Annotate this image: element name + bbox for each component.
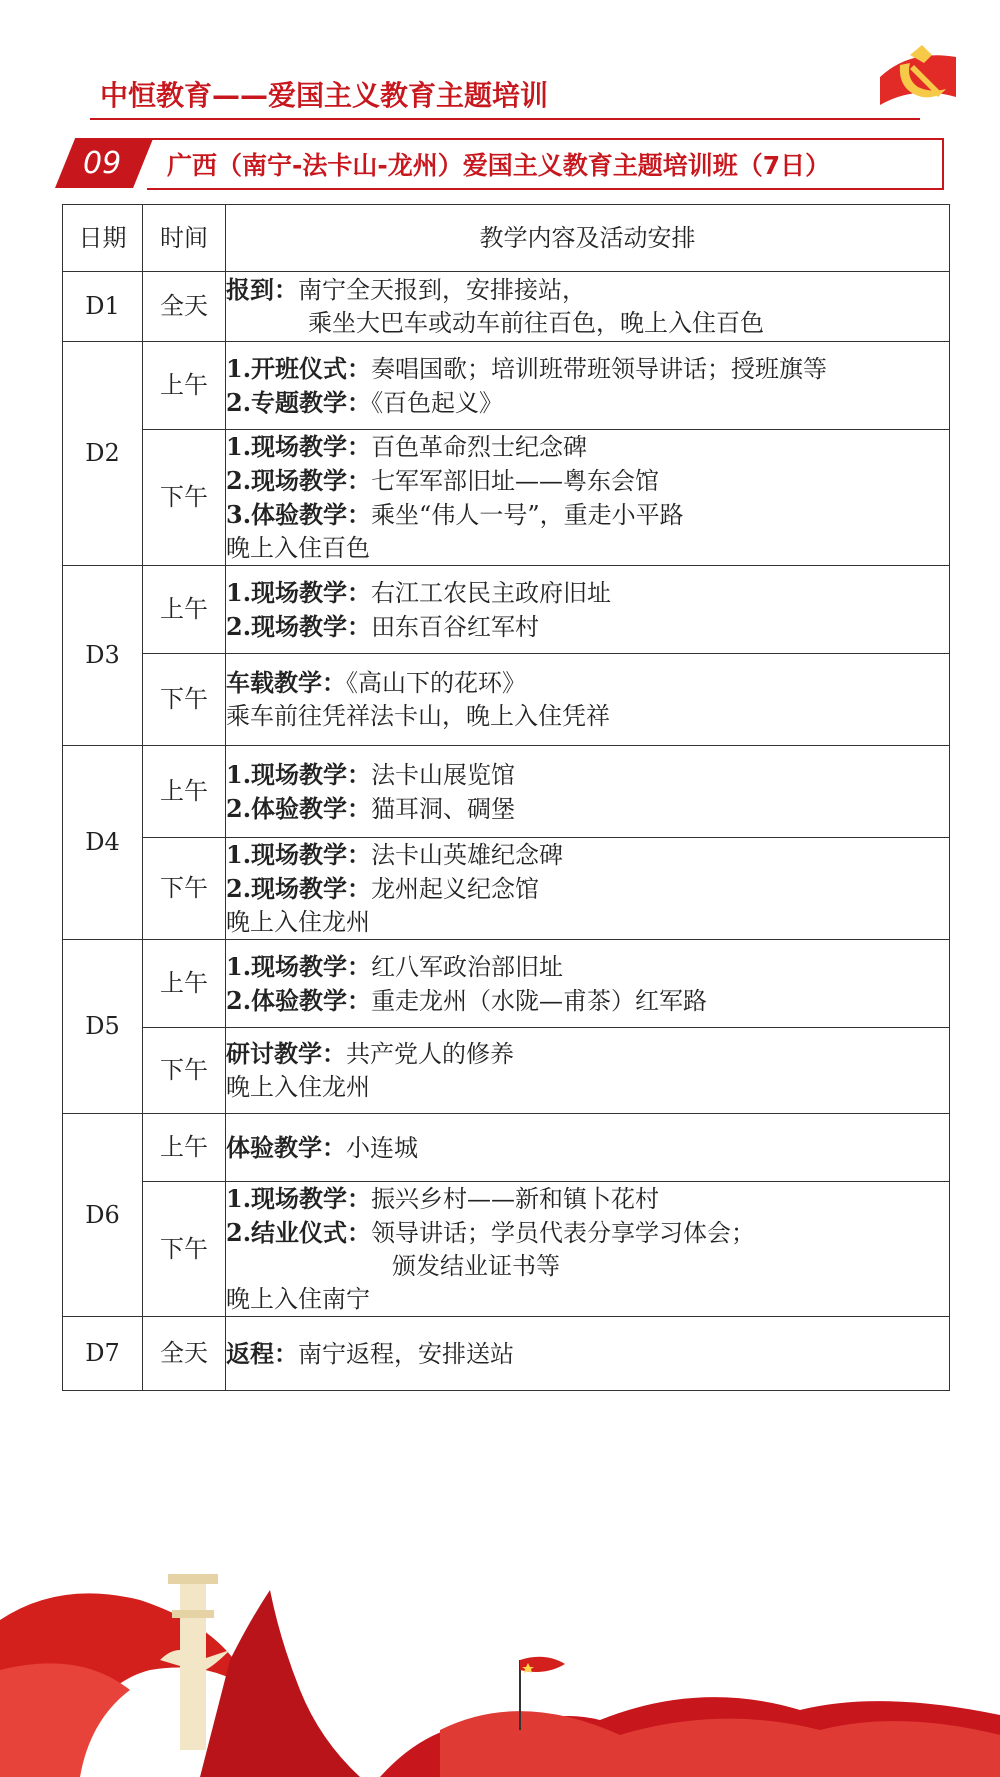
activity-text: 乘坐“伟人一号”，重走小平路 — [371, 501, 684, 529]
content-line — [226, 464, 949, 498]
activity-text: 法卡山展览馆 — [371, 760, 516, 789]
table-row — [63, 272, 950, 342]
activity-text: 颁发结业证书等 — [392, 1252, 560, 1280]
activity-label: 2.结业仪式： — [226, 1218, 372, 1247]
party-emblem-icon — [870, 35, 956, 115]
activity-label: 返程： — [226, 1338, 298, 1368]
content-line — [226, 666, 949, 700]
activity-text: 红八军政治部旧址 — [371, 952, 564, 981]
table-row — [63, 566, 950, 654]
activity-text: 田东百谷红军村 — [371, 612, 540, 641]
day-cell: D2 — [63, 342, 143, 566]
activity-label: 1.现场教学： — [226, 1184, 372, 1213]
content-line — [226, 307, 949, 340]
content-line — [226, 1337, 949, 1371]
activity-label: 3.体验教学： — [226, 500, 372, 529]
section-number: 09 — [83, 146, 122, 181]
content-cell — [226, 1028, 950, 1114]
content-line — [226, 1131, 949, 1165]
activity-text: 重走龙州（水陇—甫茶）红军路 — [371, 986, 708, 1015]
day-cell: D4 — [63, 746, 143, 940]
activity-text: 七军军部旧址——粤东会馆 — [371, 467, 660, 495]
activity-text: 领导讲话；学员代表分享学习体会； — [371, 1219, 756, 1247]
activity-label: 2.体验教学： — [226, 985, 372, 1015]
schedule-body — [63, 272, 950, 1391]
time-cell: 上午 — [143, 566, 226, 654]
header-time: 时间 — [143, 205, 226, 272]
table-row — [63, 654, 950, 746]
content-line — [226, 1283, 949, 1316]
activity-text: 百色革命烈士纪念碑 — [371, 433, 588, 461]
activity-text: 乘车前往凭祥法卡山，晚上入住凭祥 — [226, 702, 610, 730]
content-cell — [226, 654, 950, 746]
content-line — [226, 430, 949, 464]
content-cell — [226, 1317, 950, 1391]
content-cell — [226, 430, 950, 566]
activity-text: 共产党人的修养 — [346, 1040, 514, 1068]
header-content: 教学内容及活动安排 — [226, 205, 950, 272]
activity-label: 2.体验教学： — [226, 793, 372, 823]
content-cell — [226, 1114, 950, 1182]
content-line — [226, 352, 949, 386]
table-row — [63, 746, 950, 838]
content-cell — [226, 746, 950, 838]
activity-label: 1.现场教学： — [226, 951, 372, 981]
content-line — [226, 1216, 949, 1250]
activity-label: 1.现场教学： — [226, 759, 372, 789]
content-line — [226, 906, 949, 939]
content-line — [226, 1071, 949, 1104]
table-row — [63, 940, 950, 1028]
content-line — [226, 838, 949, 872]
content-line — [226, 498, 949, 532]
time-cell: 下午 — [143, 838, 226, 940]
activity-text: 《高山下的花环》 — [346, 669, 526, 697]
activity-label: 2.现场教学： — [226, 611, 372, 641]
activity-text: 晚上入住龙州 — [226, 1073, 370, 1101]
activity-text: 南宁全天报到，安排接站， — [298, 276, 586, 304]
time-cell: 上午 — [143, 746, 226, 838]
time-cell: 下午 — [143, 1182, 226, 1317]
red-flag-banner-icon — [0, 1560, 1000, 1777]
table-row — [63, 342, 950, 430]
activity-text: 右江工农民主政府旧址 — [371, 578, 612, 607]
time-cell: 下午 — [143, 1028, 226, 1114]
activity-label: 体验教学： — [226, 1132, 346, 1162]
activity-text: 小连城 — [346, 1133, 418, 1162]
content-cell — [226, 342, 950, 430]
activity-text: 乘坐大巴车或动车前往百色，晚上入住百色 — [308, 309, 764, 337]
activity-label: 车载教学： — [226, 668, 346, 697]
content-cell — [226, 838, 950, 940]
table-row — [63, 1028, 950, 1114]
activity-text: 晚上入住南宁 — [226, 1285, 370, 1313]
section-title-bar — [55, 138, 945, 190]
content-line — [226, 386, 949, 420]
brand-divider — [90, 118, 920, 120]
day-cell: D1 — [63, 272, 143, 342]
day-cell: D6 — [63, 1114, 143, 1317]
content-cell — [226, 566, 950, 654]
section-title: 广西（南宁-法卡山-龙州）爱国主义教育主题培训班（7日） — [167, 151, 831, 180]
activity-label: 报到： — [226, 275, 298, 304]
content-line — [226, 700, 949, 733]
content-line — [226, 758, 949, 792]
content-line — [226, 532, 949, 565]
day-cell: D5 — [63, 940, 143, 1114]
activity-text: 南宁返程，安排送站 — [298, 1339, 514, 1368]
time-cell: 上午 — [143, 940, 226, 1028]
activity-text: 晚上入住龙州 — [226, 908, 370, 936]
table-row — [63, 430, 950, 566]
activity-text: 龙州起义纪念馆 — [371, 875, 540, 903]
content-cell — [226, 272, 950, 342]
activity-label: 1.开班仪式： — [226, 353, 372, 383]
header-day: 日期 — [63, 205, 143, 272]
activity-text: 振兴乡村——新和镇卜花村 — [371, 1185, 660, 1213]
activity-label: 1.现场教学： — [226, 577, 372, 607]
activity-label: 2.现场教学： — [226, 466, 372, 495]
content-cell — [226, 1182, 950, 1317]
activity-text: 奏唱国歌；培训班带班领导讲话；授班旗等 — [371, 354, 828, 383]
activity-text: 猫耳洞、碉堡 — [371, 794, 516, 823]
activity-label: 1.现场教学： — [226, 432, 372, 461]
table-row — [63, 1317, 950, 1391]
content-line — [226, 872, 949, 906]
table-row — [63, 1114, 950, 1182]
table-row — [63, 1182, 950, 1317]
content-line — [226, 984, 949, 1018]
time-cell: 下午 — [143, 654, 226, 746]
activity-label: 2.专题教学： — [226, 387, 372, 417]
content-cell — [226, 940, 950, 1028]
table-header-row — [63, 205, 950, 272]
activity-label: 1.现场教学： — [226, 840, 372, 869]
time-cell: 全天 — [143, 272, 226, 342]
content-line — [226, 1250, 949, 1283]
activity-text: 晚上入住百色 — [226, 534, 370, 562]
schedule-table — [62, 204, 950, 1391]
time-cell: 上午 — [143, 342, 226, 430]
content-line — [226, 273, 949, 307]
day-cell: D7 — [63, 1317, 143, 1391]
table-row — [63, 838, 950, 940]
brand-title: 中恒教育——爱国主义教育主题培训 — [100, 79, 549, 112]
content-line — [226, 792, 949, 826]
time-cell: 下午 — [143, 430, 226, 566]
time-cell: 上午 — [143, 1114, 226, 1182]
content-line — [226, 1182, 949, 1216]
activity-text: 《百色起义》 — [371, 388, 504, 417]
day-cell: D3 — [63, 566, 143, 746]
activity-label: 研讨教学： — [226, 1039, 346, 1068]
activity-label: 2.现场教学： — [226, 874, 372, 903]
time-cell: 全天 — [143, 1317, 226, 1391]
content-line — [226, 610, 949, 644]
content-line — [226, 576, 949, 610]
content-line — [226, 950, 949, 984]
activity-text: 法卡山英雄纪念碑 — [371, 841, 564, 869]
content-line — [226, 1037, 949, 1071]
